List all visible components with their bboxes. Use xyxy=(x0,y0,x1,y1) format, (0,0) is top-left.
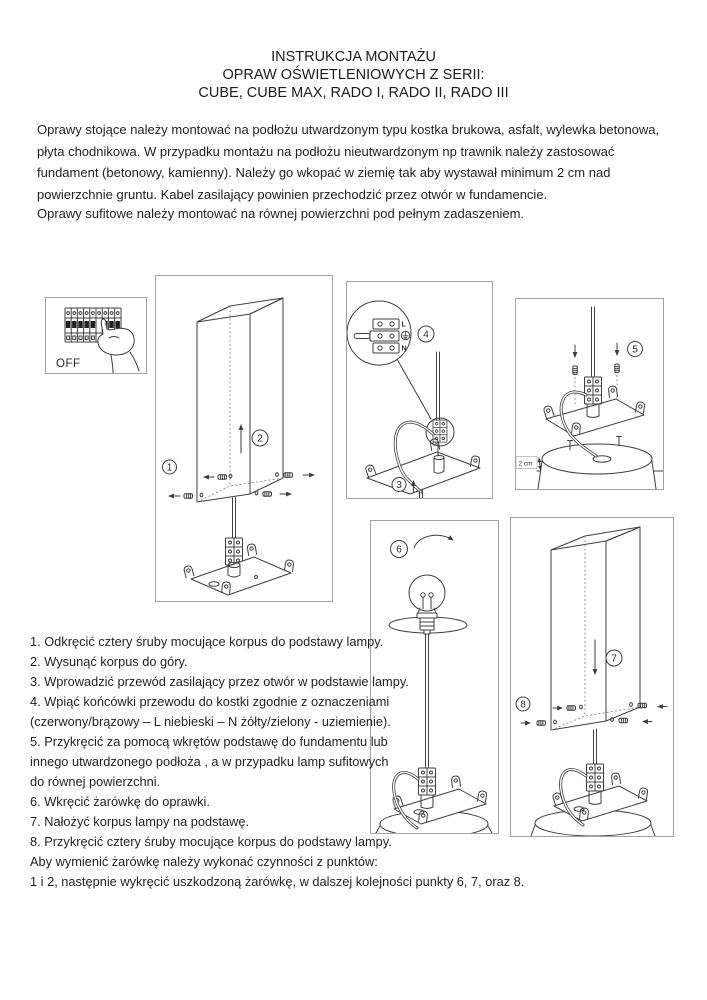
instruction-step-line: 8. Przykręcić cztery śruby mocujące korpus do podstawy lampy. xyxy=(30,834,392,849)
terminal-block-magnifier-drawing xyxy=(347,282,492,498)
instruction-step-line: (czerwony/brązowy – L niebieski – N żółty/zielony - uziemienie). xyxy=(30,714,391,729)
screw-row-back xyxy=(204,473,314,480)
power-off-diagram xyxy=(45,297,147,374)
instruction-step-line: 2. Wysunąć korpus do góry. xyxy=(30,654,188,669)
mounting-screws xyxy=(573,343,619,375)
instruction-step-line: 1 i 2, następnie wykręcić uszkodzoną żarówkę, w dalszej kolejności punkty 6, 7, oraz 8. xyxy=(30,874,525,889)
instruction-step-line: 1. Odkręcić cztery śruby mocujące korpus do podstawy lampy. xyxy=(30,634,384,649)
neutral-terminal-label: N xyxy=(401,345,407,353)
base-plate-drawing xyxy=(365,438,480,494)
instruction-step-line: innego utwardzonego podłoża , a w przypadku lamp sufitowych xyxy=(30,754,389,769)
intro-paragraph-line: powierzchnie gruntu. Kabel zasilający powinien przechodzić przez otwór w fundamencie. xyxy=(37,186,548,202)
terminal-block-drawing xyxy=(585,377,602,404)
circuit-breaker-off-icon xyxy=(46,298,146,373)
diagram-panel-fasten-to-foundation xyxy=(515,298,664,490)
title-line-2: OPRAW OŚWIETLENIOWYCH Z SERII: xyxy=(222,67,485,83)
rotate-arrow xyxy=(414,535,453,548)
intro-paragraph-line: Oprawy stojące należy montować na podłożu utwardzonym typu kostka brukowa, asfalt, wylewka betonowa, xyxy=(37,122,660,137)
diagram-panel-unscrew-lift-body xyxy=(155,275,333,602)
diagram-panel-wire-terminal xyxy=(346,281,493,499)
instruction-step-line: 5. Przykręcić za pomocą wkrętów podstawę do fundamentu lub xyxy=(30,734,388,749)
instruction-step-line: 6. Wkręcić żarówkę do oprawki. xyxy=(30,794,210,809)
body-replacement-drawing xyxy=(511,518,673,836)
step-marker-4: 4 xyxy=(423,329,429,341)
foundation-height-label: 2 cm xyxy=(518,460,533,468)
step-marker-2: 2 xyxy=(257,433,263,445)
standing-fixtures-paragraph xyxy=(37,119,659,205)
magnifier-pointer-line xyxy=(397,359,431,419)
instruction-step-line: 3. Wprowadzić przewód zasilający przez otwór w podstawie lampy. xyxy=(30,674,409,689)
instruction-step-line: Aby wymienić żarówkę należy wykonać czynności z punktów: xyxy=(30,854,378,869)
intro-paragraph-line: fundament (betonowy, kamienny). Należy go wkopać w ziemię tak aby wystawał minimum 2 cm nad xyxy=(37,165,611,180)
assembly-steps-list xyxy=(30,632,524,892)
step-marker-8: 8 xyxy=(520,699,526,711)
step-marker-6: 6 xyxy=(396,544,402,556)
terminal-block-drawing xyxy=(226,538,243,565)
instruction-step-line: 4. Wpiąć końcówki przewodu do kostki zgodnie z oznaczeniami xyxy=(30,694,390,709)
ceiling-fixtures-paragraph xyxy=(37,206,524,221)
instruction-step-line: 7. Nałożyć korpus lampy na podstawę. xyxy=(30,814,250,829)
terminal-block-drawing xyxy=(587,764,604,791)
diagram-panel-replace-body xyxy=(510,517,674,837)
foundation-mounting-drawing xyxy=(516,299,663,489)
step-marker-3: 3 xyxy=(396,480,402,491)
lamp-body-drawing xyxy=(156,276,332,601)
step-marker-1: 1 xyxy=(166,462,173,474)
foundation-cylinder-drawing xyxy=(538,437,656,490)
line-terminal-label: L xyxy=(401,321,406,329)
title-line-1: INSTRUKCJA MONTAŻU xyxy=(271,49,436,65)
step-marker-7: 7 xyxy=(611,653,617,665)
step-marker-5: 5 xyxy=(632,344,638,356)
screw-row-back xyxy=(553,703,667,711)
base-plate-drawing xyxy=(543,386,645,436)
base-plate-drawing xyxy=(183,543,294,595)
off-label: OFF xyxy=(56,358,81,370)
title-line-3: CUBE, CUBE MAX, RADO I, RADO II, RADO III xyxy=(198,85,509,101)
intro-paragraph-line: płyta chodnikowa. W przypadku montażu na podłożu nieutwardzonym np trawnik należy zastosować xyxy=(37,143,615,159)
intro-paragraph-line: Oprawy sufitowe należy montować na równej powierzchni pod pełnym zadaszeniem. xyxy=(37,206,525,221)
instruction-step-line: do równej powierzchni. xyxy=(30,774,161,789)
document-title xyxy=(0,48,707,102)
